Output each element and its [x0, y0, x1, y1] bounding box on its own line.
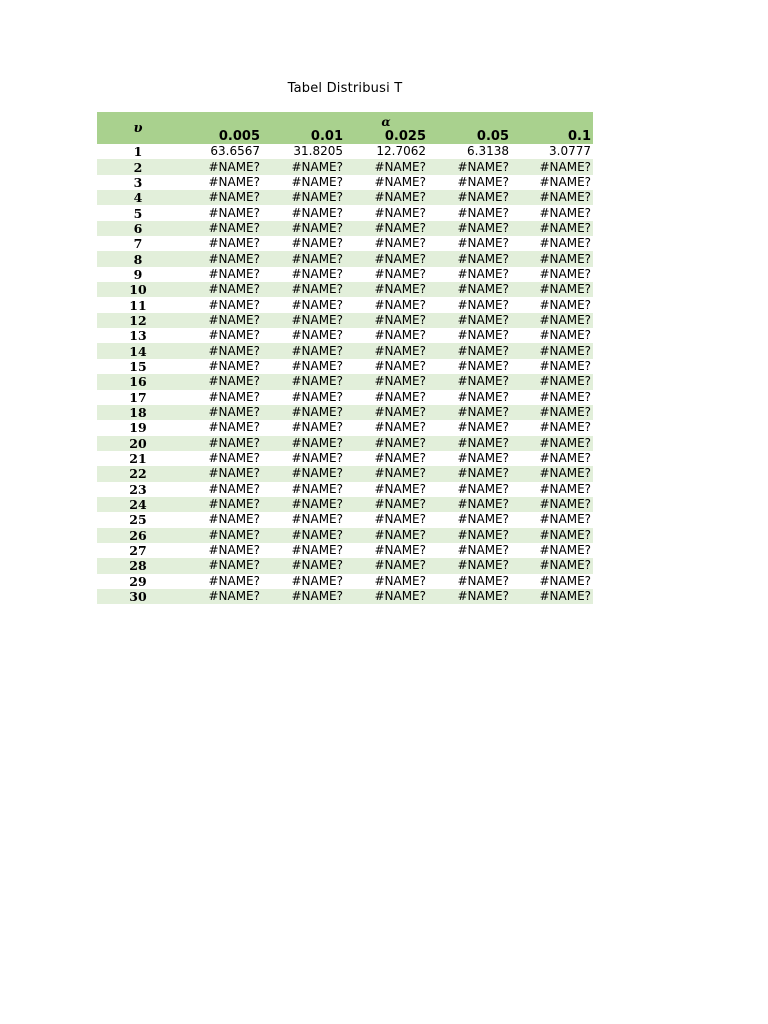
value-cell: #NAME?: [179, 512, 262, 527]
df-cell: 14: [97, 343, 179, 358]
value-cell: #NAME?: [345, 328, 428, 343]
value-cell: #NAME?: [262, 451, 345, 466]
value-cell: #NAME?: [262, 390, 345, 405]
alpha-value-header: 0.025: [345, 129, 428, 144]
df-cell: 30: [97, 589, 179, 604]
value-cell: #NAME?: [345, 190, 428, 205]
df-cell: 11: [97, 297, 179, 312]
value-cell: #NAME?: [345, 420, 428, 435]
df-cell: 20: [97, 436, 179, 451]
value-cell: #NAME?: [179, 205, 262, 220]
alpha-value-header: 0.005: [179, 129, 262, 144]
value-cell: #NAME?: [345, 390, 428, 405]
value-cell: #NAME?: [511, 436, 593, 451]
df-cell: 23: [97, 482, 179, 497]
value-cell: #NAME?: [345, 313, 428, 328]
value-cell: #NAME?: [345, 482, 428, 497]
value-cell: #NAME?: [428, 175, 511, 190]
value-cell: #NAME?: [345, 543, 428, 558]
value-cell: #NAME?: [428, 466, 511, 481]
value-cell: #NAME?: [262, 589, 345, 604]
value-cell: #NAME?: [179, 297, 262, 312]
df-cell: 19: [97, 420, 179, 435]
value-cell: #NAME?: [345, 574, 428, 589]
value-cell: #NAME?: [262, 236, 345, 251]
value-cell: #NAME?: [262, 267, 345, 282]
value-cell: #NAME?: [428, 512, 511, 527]
value-cell: #NAME?: [511, 574, 593, 589]
value-cell: #NAME?: [511, 390, 593, 405]
value-cell: #NAME?: [428, 451, 511, 466]
df-cell: 7: [97, 236, 179, 251]
value-cell: 31.8205: [262, 144, 345, 159]
value-cell: #NAME?: [262, 543, 345, 558]
value-cell: 3.0777: [511, 144, 593, 159]
table-row: [97, 144, 593, 159]
value-cell: #NAME?: [428, 589, 511, 604]
value-cell: #NAME?: [428, 436, 511, 451]
value-cell: #NAME?: [345, 558, 428, 573]
value-cell: #NAME?: [511, 159, 593, 174]
value-cell: #NAME?: [428, 343, 511, 358]
df-cell: 4: [97, 190, 179, 205]
table-row: [97, 543, 593, 558]
value-cell: #NAME?: [345, 205, 428, 220]
value-cell: #NAME?: [511, 236, 593, 251]
value-cell: #NAME?: [511, 297, 593, 312]
value-cell: #NAME?: [428, 558, 511, 573]
value-cell: #NAME?: [262, 482, 345, 497]
value-cell: #NAME?: [511, 528, 593, 543]
value-cell: #NAME?: [428, 236, 511, 251]
value-cell: #NAME?: [511, 328, 593, 343]
df-cell: 18: [97, 405, 179, 420]
value-cell: #NAME?: [262, 205, 345, 220]
alpha-value-header: 0.01: [262, 129, 345, 144]
df-cell: 17: [97, 390, 179, 405]
value-cell: #NAME?: [262, 512, 345, 527]
value-cell: #NAME?: [511, 589, 593, 604]
value-cell: #NAME?: [428, 405, 511, 420]
value-cell: #NAME?: [262, 497, 345, 512]
value-cell: #NAME?: [179, 574, 262, 589]
table-row: [97, 558, 593, 573]
value-cell: #NAME?: [428, 282, 511, 297]
df-cell: 22: [97, 466, 179, 481]
df-cell: 9: [97, 267, 179, 282]
value-cell: #NAME?: [511, 466, 593, 481]
value-cell: #NAME?: [345, 436, 428, 451]
value-cell: #NAME?: [262, 436, 345, 451]
table-row: [97, 328, 593, 343]
table-row: [97, 420, 593, 435]
value-cell: #NAME?: [179, 466, 262, 481]
alpha-header: α: [179, 112, 593, 129]
value-cell: #NAME?: [345, 221, 428, 236]
value-cell: #NAME?: [345, 251, 428, 266]
value-cell: #NAME?: [345, 267, 428, 282]
table-row: [97, 451, 593, 466]
value-cell: #NAME?: [428, 482, 511, 497]
value-cell: #NAME?: [511, 497, 593, 512]
value-cell: #NAME?: [345, 159, 428, 174]
df-cell: 5: [97, 205, 179, 220]
value-cell: #NAME?: [428, 420, 511, 435]
value-cell: #NAME?: [511, 512, 593, 527]
value-cell: #NAME?: [345, 236, 428, 251]
df-cell: 8: [97, 251, 179, 266]
value-cell: #NAME?: [262, 175, 345, 190]
table-row: [97, 251, 593, 266]
table-row: [97, 313, 593, 328]
table-row: [97, 190, 593, 205]
value-cell: #NAME?: [179, 436, 262, 451]
value-cell: #NAME?: [179, 497, 262, 512]
value-cell: 63.6567: [179, 144, 262, 159]
value-cell: #NAME?: [179, 221, 262, 236]
value-cell: #NAME?: [511, 343, 593, 358]
value-cell: #NAME?: [262, 282, 345, 297]
value-cell: #NAME?: [262, 328, 345, 343]
value-cell: #NAME?: [428, 374, 511, 389]
df-cell: 13: [97, 328, 179, 343]
page-title: Tabel Distribusi T: [287, 81, 403, 96]
df-cell: 24: [97, 497, 179, 512]
value-cell: #NAME?: [262, 574, 345, 589]
value-cell: #NAME?: [345, 466, 428, 481]
t-distribution-table: [97, 112, 593, 604]
value-cell: #NAME?: [262, 374, 345, 389]
table-row: [97, 159, 593, 174]
value-cell: #NAME?: [511, 451, 593, 466]
value-cell: #NAME?: [179, 451, 262, 466]
value-cell: #NAME?: [262, 297, 345, 312]
value-cell: #NAME?: [428, 359, 511, 374]
value-cell: #NAME?: [511, 405, 593, 420]
value-cell: #NAME?: [511, 267, 593, 282]
header-row-alpha: [97, 112, 593, 129]
table-row: [97, 482, 593, 497]
df-cell: 1: [97, 144, 179, 159]
value-cell: #NAME?: [262, 159, 345, 174]
value-cell: #NAME?: [511, 420, 593, 435]
df-cell: 25: [97, 512, 179, 527]
value-cell: #NAME?: [179, 543, 262, 558]
df-cell: 27: [97, 543, 179, 558]
value-cell: #NAME?: [428, 497, 511, 512]
value-cell: #NAME?: [428, 313, 511, 328]
value-cell: #NAME?: [428, 543, 511, 558]
value-cell: #NAME?: [345, 528, 428, 543]
value-cell: #NAME?: [179, 528, 262, 543]
value-cell: #NAME?: [428, 251, 511, 266]
value-cell: #NAME?: [262, 359, 345, 374]
value-cell: #NAME?: [345, 405, 428, 420]
value-cell: #NAME?: [428, 221, 511, 236]
table-row: [97, 512, 593, 527]
value-cell: #NAME?: [345, 374, 428, 389]
value-cell: #NAME?: [262, 466, 345, 481]
alpha-value-header: 0.1: [511, 129, 593, 144]
value-cell: #NAME?: [179, 236, 262, 251]
value-cell: #NAME?: [179, 190, 262, 205]
value-cell: #NAME?: [511, 313, 593, 328]
value-cell: #NAME?: [262, 558, 345, 573]
table-row: [97, 436, 593, 451]
df-cell: 15: [97, 359, 179, 374]
value-cell: #NAME?: [345, 282, 428, 297]
table-row: [97, 236, 593, 251]
df-cell: 10: [97, 282, 179, 297]
value-cell: #NAME?: [345, 175, 428, 190]
table-row: [97, 297, 593, 312]
value-cell: #NAME?: [428, 574, 511, 589]
df-cell: 3: [97, 175, 179, 190]
value-cell: #NAME?: [345, 497, 428, 512]
value-cell: #NAME?: [179, 267, 262, 282]
value-cell: #NAME?: [179, 282, 262, 297]
value-cell: #NAME?: [511, 543, 593, 558]
value-cell: #NAME?: [262, 190, 345, 205]
value-cell: #NAME?: [179, 251, 262, 266]
table-row: [97, 497, 593, 512]
table-row: [97, 205, 593, 220]
value-cell: #NAME?: [428, 205, 511, 220]
value-cell: #NAME?: [428, 159, 511, 174]
table-row: [97, 374, 593, 389]
table-row: [97, 221, 593, 236]
table-row: [97, 343, 593, 358]
value-cell: #NAME?: [262, 405, 345, 420]
value-cell: 12.7062: [345, 144, 428, 159]
df-column-header: υ: [97, 112, 179, 144]
table-row: [97, 528, 593, 543]
value-cell: #NAME?: [511, 359, 593, 374]
df-cell: 21: [97, 451, 179, 466]
value-cell: #NAME?: [179, 374, 262, 389]
table-row: [97, 466, 593, 481]
value-cell: #NAME?: [179, 558, 262, 573]
value-cell: #NAME?: [428, 297, 511, 312]
value-cell: #NAME?: [511, 251, 593, 266]
table-body: [97, 144, 593, 604]
df-cell: 26: [97, 528, 179, 543]
df-cell: 28: [97, 558, 179, 573]
value-cell: #NAME?: [179, 328, 262, 343]
table-row: [97, 175, 593, 190]
value-cell: #NAME?: [345, 343, 428, 358]
value-cell: #NAME?: [428, 390, 511, 405]
alpha-value-header: 0.05: [428, 129, 511, 144]
value-cell: #NAME?: [179, 175, 262, 190]
value-cell: #NAME?: [262, 343, 345, 358]
value-cell: #NAME?: [262, 420, 345, 435]
table-row: [97, 405, 593, 420]
value-cell: #NAME?: [179, 313, 262, 328]
value-cell: #NAME?: [179, 359, 262, 374]
table-row: [97, 359, 593, 374]
table-row: [97, 282, 593, 297]
value-cell: #NAME?: [345, 451, 428, 466]
table-row: [97, 267, 593, 282]
value-cell: #NAME?: [179, 390, 262, 405]
value-cell: #NAME?: [428, 267, 511, 282]
value-cell: #NAME?: [511, 282, 593, 297]
value-cell: #NAME?: [179, 420, 262, 435]
table-row: [97, 589, 593, 604]
value-cell: #NAME?: [262, 528, 345, 543]
table-row: [97, 574, 593, 589]
table-row: [97, 390, 593, 405]
value-cell: #NAME?: [511, 482, 593, 497]
value-cell: #NAME?: [428, 328, 511, 343]
value-cell: #NAME?: [511, 221, 593, 236]
df-cell: 2: [97, 159, 179, 174]
value-cell: #NAME?: [179, 482, 262, 497]
value-cell: #NAME?: [345, 512, 428, 527]
df-cell: 12: [97, 313, 179, 328]
value-cell: #NAME?: [179, 159, 262, 174]
df-cell: 16: [97, 374, 179, 389]
value-cell: #NAME?: [179, 343, 262, 358]
df-cell: 6: [97, 221, 179, 236]
value-cell: #NAME?: [345, 297, 428, 312]
value-cell: #NAME?: [262, 313, 345, 328]
value-cell: #NAME?: [511, 205, 593, 220]
value-cell: #NAME?: [511, 175, 593, 190]
value-cell: #NAME?: [262, 221, 345, 236]
value-cell: #NAME?: [511, 558, 593, 573]
value-cell: 6.3138: [428, 144, 511, 159]
value-cell: #NAME?: [511, 374, 593, 389]
value-cell: #NAME?: [262, 251, 345, 266]
value-cell: #NAME?: [511, 190, 593, 205]
value-cell: #NAME?: [179, 405, 262, 420]
value-cell: #NAME?: [179, 589, 262, 604]
df-cell: 29: [97, 574, 179, 589]
value-cell: #NAME?: [345, 359, 428, 374]
value-cell: #NAME?: [428, 528, 511, 543]
value-cell: #NAME?: [345, 589, 428, 604]
value-cell: #NAME?: [428, 190, 511, 205]
